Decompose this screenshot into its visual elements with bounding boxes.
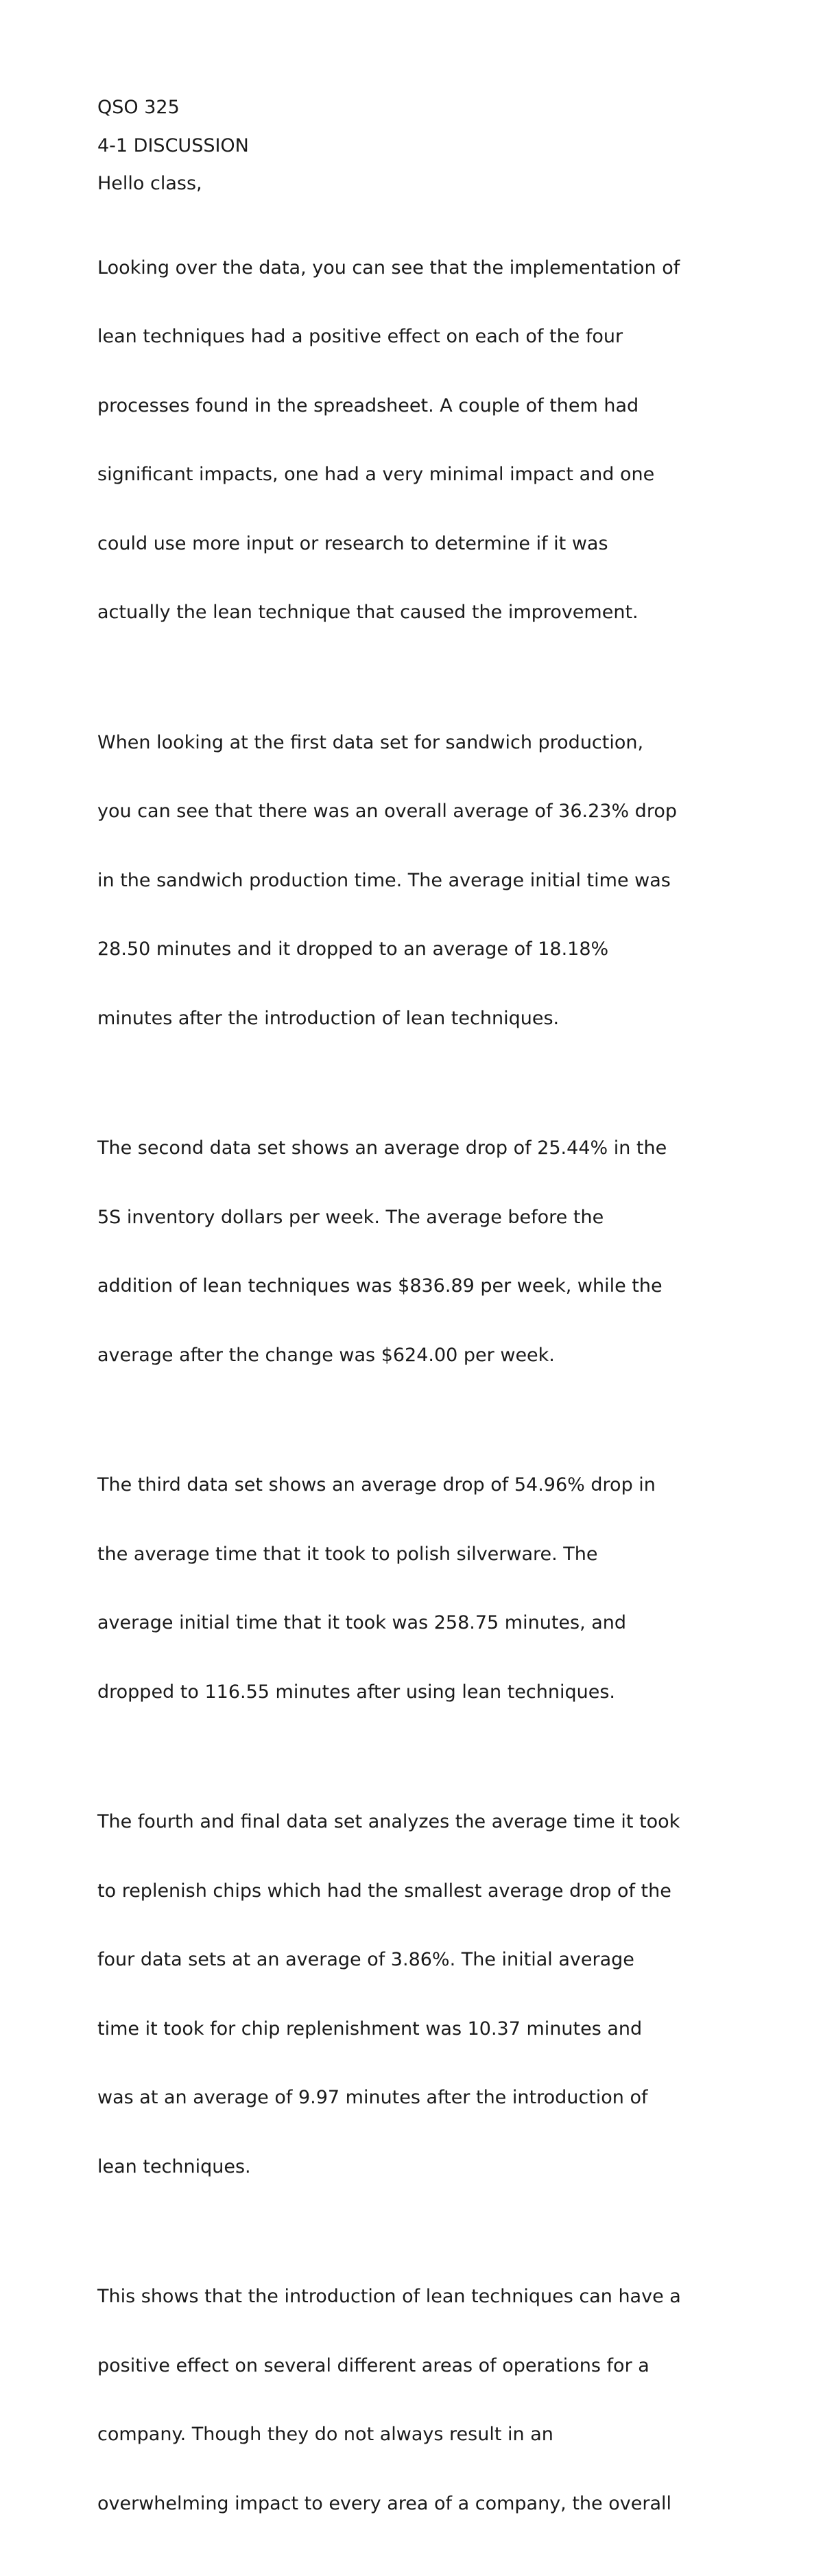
text-line: 28.50 minutes and it dropped to an average of 18.18% bbox=[97, 938, 609, 960]
text-line: lean techniques had a positive effect on each of the four bbox=[97, 326, 623, 347]
text-line: four data sets at an average of 3.86%. The initial average bbox=[97, 1949, 634, 1970]
text-line: average initial time that it took was 258.75 minutes, and bbox=[97, 1612, 627, 1633]
text-line: in the sandwich production time. The average initial time was bbox=[97, 869, 671, 891]
paragraph-sandwich bbox=[97, 685, 735, 1076]
text-line: This shows that the introduction of lean techniques can have a bbox=[97, 2286, 681, 2307]
greeting: Hello class, bbox=[97, 173, 202, 194]
text-line: significant impacts, one had a very minimal impact and one bbox=[97, 464, 655, 485]
text-line: lean techniques. bbox=[97, 2155, 251, 2177]
text-line: processes found in the spreadsheet. A couple of them had bbox=[97, 394, 639, 416]
text-line: When looking at the first data set for sandwich production, bbox=[97, 731, 644, 753]
text-line: minutes after the introduction of lean techniques. bbox=[97, 1007, 560, 1029]
paragraph-conclusion bbox=[97, 2239, 735, 2561]
text-line: overwhelming impact to every area of a company, the overall bbox=[97, 2492, 671, 2514]
text-line: The third data set shows an average drop of 54.96% drop in bbox=[97, 1474, 656, 1496]
text-line: dropped to 116.55 minutes after using lean techniques. bbox=[97, 1681, 615, 1703]
text-line: The second data set shows an average drop of 25.44% in the bbox=[97, 1137, 667, 1159]
text-line: positive effect on several different areas of operations for a bbox=[97, 2354, 649, 2376]
text-line: the average time that it took to polish silverware. The bbox=[97, 1543, 598, 1565]
text-line: was at an average of 9.97 minutes after the introduction of bbox=[97, 2087, 648, 2108]
assignment-heading: 4-1 DISCUSSION bbox=[97, 134, 249, 156]
text-line: actually the lean technique that caused the improvement. bbox=[97, 602, 639, 623]
text-line: addition of lean techniques was $836.89 per week, while the bbox=[97, 1275, 663, 1297]
text-line: average after the change was $624.00 per week. bbox=[97, 1344, 555, 1366]
text-line: to replenish chips which had the smallest average drop of the bbox=[97, 1880, 671, 1902]
paragraph-chips bbox=[97, 1764, 735, 2224]
text-line: Looking over the data, you can see that the implementation of bbox=[97, 257, 680, 279]
paragraph-intro bbox=[97, 211, 735, 670]
text-line: company. Though they do not always result in an bbox=[97, 2424, 553, 2445]
text-line: The fourth and final data set analyzes the average time it took bbox=[97, 1811, 680, 1832]
text-line: you can see that there was an overall average of 36.23% drop bbox=[97, 801, 677, 822]
text-line: could use more input or research to determine if it was bbox=[97, 532, 608, 554]
text-line: time it took for chip replenishment was 10.37 minutes and bbox=[97, 2018, 643, 2040]
text-line: 5S inventory dollars per week. The average before the bbox=[97, 1206, 604, 1228]
paragraph-silverware bbox=[97, 1428, 735, 1749]
document-body bbox=[97, 96, 735, 2576]
paragraph-5s-inventory bbox=[97, 1091, 735, 1413]
course-heading: QSO 325 bbox=[97, 97, 180, 118]
